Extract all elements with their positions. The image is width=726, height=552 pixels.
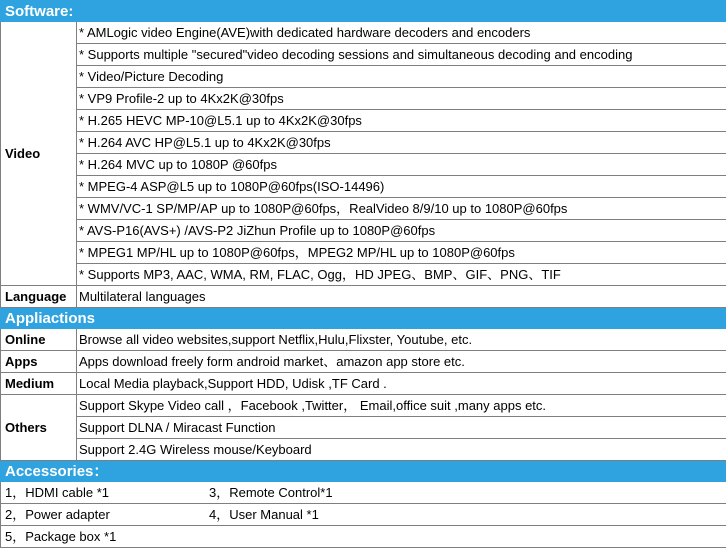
others-row: [1, 417, 726, 439]
applications-header-row: [1, 308, 726, 329]
accessory-item: 5，Package box *1: [5, 529, 117, 544]
video-row: [1, 22, 726, 44]
accessories-row: [1, 482, 726, 504]
apps-value: Apps download freely form android market、amazon app store etc.: [77, 351, 726, 373]
video-row: [1, 132, 726, 154]
medium-value: Local Media playback,Support HDD, Udisk ,TF Card .: [77, 373, 726, 395]
video-item: * H.264 MVC up to 1080P @60fps: [77, 154, 726, 176]
others-row: [1, 395, 726, 417]
software-title: Software:: [1, 1, 726, 22]
video-row: [1, 264, 726, 286]
language-label: Language: [1, 286, 77, 308]
video-row: [1, 176, 726, 198]
language-row: [1, 286, 726, 308]
video-item: * Supports multiple "secured"video decoding sessions and simultaneous decoding and encoding: [77, 44, 726, 66]
video-item: * Supports MP3, AAC, WMA, RM, FLAC, Ogg，HD JPEG、BMP、GIF、PNG、TIF: [77, 264, 726, 286]
online-label: Online: [1, 329, 77, 351]
video-item: * WMV/VC-1 SP/MP/AP up to 1080P@60fps，RealVideo 8/9/10 up to 1080P@60fps: [77, 198, 726, 220]
video-item: * MPEG1 MP/HL up to 1080P@60fps，MPEG2 MP/HL up to 1080P@60fps: [77, 242, 726, 264]
accessory-item: 1，HDMI cable *1: [5, 485, 110, 500]
accessory-item: 3，Remote Control*1: [209, 485, 333, 500]
accessories-cell: [1, 504, 726, 526]
accessories-title: Accessories：: [1, 461, 726, 482]
others-item: Support DLNA / Miracast Function: [77, 417, 726, 439]
video-row: [1, 154, 726, 176]
others-label: Others: [1, 395, 77, 461]
others-row: [1, 439, 726, 461]
video-row: [1, 198, 726, 220]
video-row: [1, 66, 726, 88]
medium-label: Medium: [1, 373, 77, 395]
video-item: * AVS-P16(AVS+) /AVS-P2 JiZhun Profile up to 1080P@60fps: [77, 220, 726, 242]
video-row: [1, 220, 726, 242]
accessory-item: 4，User Manual *1: [209, 507, 319, 522]
apps-row: [1, 351, 726, 373]
others-item: Support Skype Video call ，Facebook ,Twitter， Email,office suit ,many apps etc.: [77, 395, 726, 417]
video-label: Video: [1, 22, 77, 286]
video-row: [1, 44, 726, 66]
video-row: [1, 242, 726, 264]
medium-row: [1, 373, 726, 395]
accessories-cell: [1, 526, 726, 548]
online-value: Browse all video websites,support Netflix,Hulu,Flixster, Youtube, etc.: [77, 329, 726, 351]
video-item: * AMLogic video Engine(AVE)with dedicated hardware decoders and encoders: [77, 22, 726, 44]
accessories-row: [1, 504, 726, 526]
accessories-cell: [1, 482, 726, 504]
video-item: * Video/Picture Decoding: [77, 66, 726, 88]
accessories-header-row: [1, 461, 726, 482]
accessory-item: 2，Power adapter: [5, 507, 110, 522]
video-item: * H.264 AVC HP@L5.1 up to 4Kx2K@30fps: [77, 132, 726, 154]
accessories-row: [1, 526, 726, 548]
software-header-row: [1, 1, 726, 22]
online-row: [1, 329, 726, 351]
video-item: * VP9 Profile-2 up to 4Kx2K@30fps: [77, 88, 726, 110]
video-item: * H.265 HEVC MP-10@L5.1 up to 4Kx2K@30fps: [77, 110, 726, 132]
apps-label: Apps: [1, 351, 77, 373]
applications-title: Appliactions: [1, 308, 726, 329]
video-row: [1, 110, 726, 132]
video-item: * MPEG-4 ASP@L5 up to 1080P@60fps(ISO-14496): [77, 176, 726, 198]
video-row: [1, 88, 726, 110]
language-value: Multilateral languages: [77, 286, 726, 308]
others-item: Support 2.4G Wireless mouse/Keyboard: [77, 439, 726, 461]
